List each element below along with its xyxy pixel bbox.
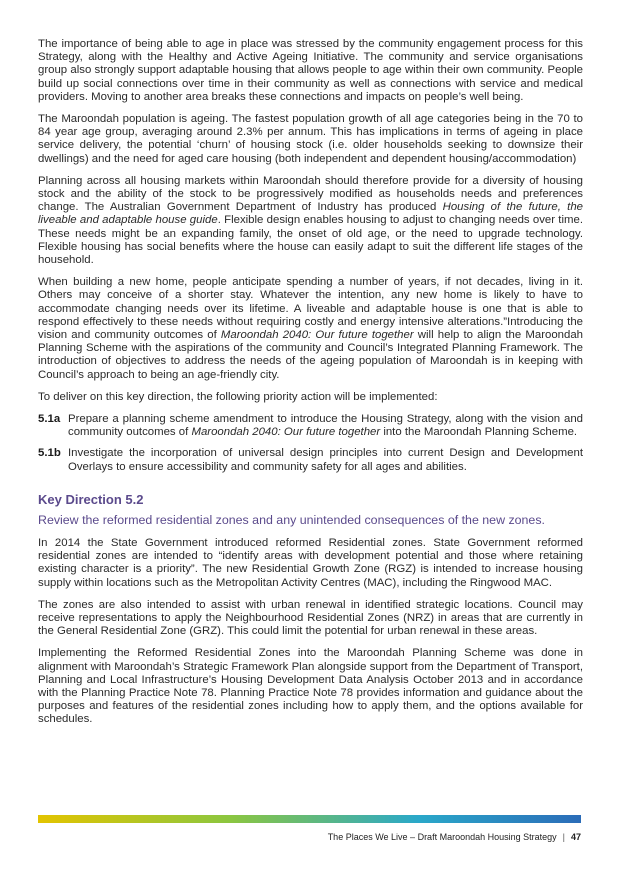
action-number: 5.1b [38, 447, 61, 460]
paragraph-implementation: Implementing the Reformed Residential Zones into the Maroondah Planning Scheme was done in alignment with Maroondah’s Strategic Framework Plan alongside support from the Department of Transport, Planning and Local Infrastructure’s Housing Development Data Analysis October 2013 and in accordance with the Planning Practice Note 78. Planning Practice Note 78 provides information and guidance about the purposes and features of the residential zones including how to apply them, and the options available for schedules. [38, 647, 583, 726]
paragraph-planning-diversity: Planning across all housing markets within Maroondah should therefore provide for a diversity of housing stock and the ability of the stock to be progressively modified as households needs and preferences change. The Australian Government Department of Industry has produced Housing of the future, the liveable and adaptable house guide. Flexible design enables housing to adjust to changing needs over time. These needs might be an expanding family, the onset of old age, or the need to upgrade technology. Flexible housing has social benefits where the house can easily adapt to suit the different life stages of the household. [38, 174, 583, 267]
paragraph-reformed-zones: In 2014 the State Government introduced reformed Residential zones. State Government reformed residential zones are intended to “identify areas with development potential and those where retaining existing character is a priority”. The new Residential Growth Zone (RGZ) is intended to increase housing supply within locations such as the Metropolitan Activity Centres (MAC), including the Ringwood MAC. [38, 536, 583, 589]
footer-color-band [38, 815, 581, 823]
paragraph-population-ageing: The Maroondah population is ageing. The fastest population growth of all age categories being in the 70 to 84 year age group, averaging around 2.3% per annum. This has implications in terms of ageing in place service delivery, the potential ‘churn’ of housing stock (i.e. older households seeking to downsize their dwellings) and the need for aged care housing (both independent and dependent housing/accommodation) [38, 113, 583, 165]
page-body [38, 38, 583, 736]
paragraph-ageing-in-place: The importance of being able to age in place was stressed by the community engagement process for this Strategy, along with the Healthy and Active Ageing Initiative. The community and service organisations group also strongly support adaptable housing that allows people to age within their own community. People build up social connections over time in their community as well as connections with service and medical providers. Moving to another area breaks these connections and impacts on people’s well being. [38, 38, 583, 103]
section-heading: Key Direction 5.2 [38, 491, 144, 507]
page-footer [328, 832, 581, 842]
action-text: Prepare a planning scheme amendment to introduce the Housing Strategy, along with the vision and community outcomes of Maroondah 2040: Our future together into the Maroondah Planning Scheme. [68, 413, 583, 439]
section-subheading: Review the reformed residential zones and any unintended consequences of the new zones. [38, 512, 545, 527]
paragraph-new-home: When building a new home, people anticipate spending a number of years, if not decades, living in it. Others may conceive of a shorter stay. Whatever the intention, any new home is likely to have to accommodate changing needs over its lifetime. A liveable and adaptable house is one that is able to respond effectively to these needs without requiring costly and energy intensive alterations.”Introducing the vision and community outcomes of Maroondah 2040: Our future together will help to align the Maroondah Planning Scheme with the aspirations of the community and Council’s Integrated Planning Framework. The introduction of objectives to address the needs of the ageing population of Maroondah is in keeping with Council’s approach to being an age-friendly city. [38, 276, 583, 381]
page-number: 47 [570, 832, 581, 842]
footer-title: The Places We Live – Draft Maroondah Housing Strategy [327, 832, 557, 842]
action-number: 5.1a [38, 413, 61, 426]
paragraph-priority-intro: To deliver on this key direction, the following priority action will be implemented: [38, 390, 438, 403]
paragraph-urban-renewal: The zones are also intended to assist with urban renewal in identified strategic locations. Council may receive representations to apply the Neighbourhood Residential Zones (NRZ) in areas that are currently in the General Residential Zone (GRZ). This could limit the potential for urban renewal in these areas. [38, 598, 583, 638]
action-text: Investigate the incorporation of universal design principles into current Design and Development Overlays to ensure accessibility and community safety for all ages and abilities. [68, 447, 583, 473]
guide-title: Housing of the future, the liveable and adaptable house guide [38, 201, 583, 227]
action-item [38, 413, 583, 439]
action-item [38, 447, 583, 473]
footer-separator: | [562, 832, 565, 842]
maroondah-2040-title: Maroondah 2040: Our future together [220, 329, 414, 342]
